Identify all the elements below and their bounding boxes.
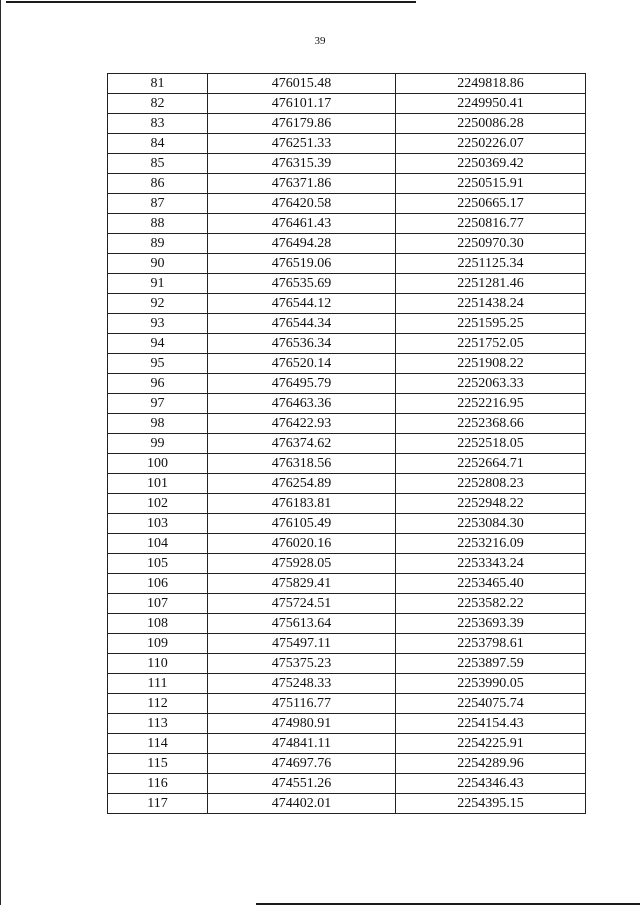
point-number-cell: 93 xyxy=(108,314,208,334)
point-number-cell: 86 xyxy=(108,174,208,194)
y-coordinate-cell: 2251438.24 xyxy=(396,294,586,314)
x-coordinate-cell: 476371.86 xyxy=(208,174,396,194)
table-row xyxy=(108,474,586,494)
x-coordinate-cell: 475829.41 xyxy=(208,574,396,594)
table-row xyxy=(108,454,586,474)
x-coordinate-cell: 476179.86 xyxy=(208,114,396,134)
y-coordinate-cell: 2253582.22 xyxy=(396,594,586,614)
table-row xyxy=(108,354,586,374)
y-coordinate-cell: 2253990.05 xyxy=(396,674,586,694)
point-number-cell: 90 xyxy=(108,254,208,274)
y-coordinate-cell: 2251908.22 xyxy=(396,354,586,374)
x-coordinate-cell: 475248.33 xyxy=(208,674,396,694)
point-number-cell: 109 xyxy=(108,634,208,654)
y-coordinate-cell: 2250515.91 xyxy=(396,174,586,194)
x-coordinate-cell: 476105.49 xyxy=(208,514,396,534)
point-number-cell: 84 xyxy=(108,134,208,154)
page-number: 39 xyxy=(314,35,326,47)
x-coordinate-cell: 476251.33 xyxy=(208,134,396,154)
point-number-cell: 116 xyxy=(108,774,208,794)
y-coordinate-cell: 2252063.33 xyxy=(396,374,586,394)
point-number-cell: 94 xyxy=(108,334,208,354)
point-number-cell: 104 xyxy=(108,534,208,554)
point-number-cell: 98 xyxy=(108,414,208,434)
x-coordinate-cell: 476520.14 xyxy=(208,354,396,374)
y-coordinate-cell: 2252808.23 xyxy=(396,474,586,494)
point-number-cell: 91 xyxy=(108,274,208,294)
table-row xyxy=(108,734,586,754)
point-number-cell: 111 xyxy=(108,674,208,694)
x-coordinate-cell: 476374.62 xyxy=(208,434,396,454)
coordinates-table-body xyxy=(108,74,586,814)
x-coordinate-cell: 474841.11 xyxy=(208,734,396,754)
y-coordinate-cell: 2249818.86 xyxy=(396,74,586,94)
x-coordinate-cell: 475928.05 xyxy=(208,554,396,574)
x-coordinate-cell: 476315.39 xyxy=(208,154,396,174)
point-number-cell: 105 xyxy=(108,554,208,574)
y-coordinate-cell: 2252664.71 xyxy=(396,454,586,474)
table-row xyxy=(108,674,586,694)
point-number-cell: 83 xyxy=(108,114,208,134)
table-row xyxy=(108,334,586,354)
x-coordinate-cell: 476463.36 xyxy=(208,394,396,414)
point-number-cell: 95 xyxy=(108,354,208,374)
y-coordinate-cell: 2249950.41 xyxy=(396,94,586,114)
y-coordinate-cell: 2253216.09 xyxy=(396,534,586,554)
point-number-cell: 112 xyxy=(108,694,208,714)
y-coordinate-cell: 2250369.42 xyxy=(396,154,586,174)
table-row xyxy=(108,694,586,714)
y-coordinate-cell: 2254346.43 xyxy=(396,774,586,794)
x-coordinate-cell: 476536.34 xyxy=(208,334,396,354)
table-row xyxy=(108,634,586,654)
point-number-cell: 88 xyxy=(108,214,208,234)
point-number-cell: 107 xyxy=(108,594,208,614)
table-row xyxy=(108,234,586,254)
x-coordinate-cell: 475116.77 xyxy=(208,694,396,714)
point-number-cell: 100 xyxy=(108,454,208,474)
x-coordinate-cell: 474402.01 xyxy=(208,794,396,814)
x-coordinate-cell: 475497.11 xyxy=(208,634,396,654)
y-coordinate-cell: 2250816.77 xyxy=(396,214,586,234)
table-row xyxy=(108,174,586,194)
point-number-cell: 87 xyxy=(108,194,208,214)
table-row xyxy=(108,414,586,434)
x-coordinate-cell: 475375.23 xyxy=(208,654,396,674)
point-number-cell: 96 xyxy=(108,374,208,394)
x-coordinate-cell: 476254.89 xyxy=(208,474,396,494)
point-number-cell: 89 xyxy=(108,234,208,254)
table-row xyxy=(108,154,586,174)
table-row xyxy=(108,654,586,674)
x-coordinate-cell: 476183.81 xyxy=(208,494,396,514)
x-coordinate-cell: 476020.16 xyxy=(208,534,396,554)
point-number-cell: 85 xyxy=(108,154,208,174)
y-coordinate-cell: 2252368.66 xyxy=(396,414,586,434)
x-coordinate-cell: 475724.51 xyxy=(208,594,396,614)
point-number-cell: 81 xyxy=(108,74,208,94)
x-coordinate-cell: 474980.91 xyxy=(208,714,396,734)
table-row xyxy=(108,574,586,594)
scan-border-top xyxy=(6,1,416,3)
x-coordinate-cell: 476544.34 xyxy=(208,314,396,334)
point-number-cell: 114 xyxy=(108,734,208,754)
y-coordinate-cell: 2254154.43 xyxy=(396,714,586,734)
y-coordinate-cell: 2254225.91 xyxy=(396,734,586,754)
point-number-cell: 108 xyxy=(108,614,208,634)
point-number-cell: 102 xyxy=(108,494,208,514)
x-coordinate-cell: 476519.06 xyxy=(208,254,396,274)
point-number-cell: 103 xyxy=(108,514,208,534)
y-coordinate-cell: 2251752.05 xyxy=(396,334,586,354)
table-row xyxy=(108,534,586,554)
x-coordinate-cell: 476420.58 xyxy=(208,194,396,214)
y-coordinate-cell: 2250086.28 xyxy=(396,114,586,134)
table-row xyxy=(108,374,586,394)
table-row xyxy=(108,614,586,634)
x-coordinate-cell: 476535.69 xyxy=(208,274,396,294)
table-row xyxy=(108,74,586,94)
x-coordinate-cell: 474697.76 xyxy=(208,754,396,774)
table-row xyxy=(108,254,586,274)
y-coordinate-cell: 2252216.95 xyxy=(396,394,586,414)
y-coordinate-cell: 2253084.30 xyxy=(396,514,586,534)
y-coordinate-cell: 2251595.25 xyxy=(396,314,586,334)
y-coordinate-cell: 2251125.34 xyxy=(396,254,586,274)
y-coordinate-cell: 2250970.30 xyxy=(396,234,586,254)
y-coordinate-cell: 2250665.17 xyxy=(396,194,586,214)
table-row xyxy=(108,194,586,214)
point-number-cell: 113 xyxy=(108,714,208,734)
x-coordinate-cell: 474551.26 xyxy=(208,774,396,794)
y-coordinate-cell: 2253343.24 xyxy=(396,554,586,574)
point-number-cell: 97 xyxy=(108,394,208,414)
point-number-cell: 101 xyxy=(108,474,208,494)
y-coordinate-cell: 2252948.22 xyxy=(396,494,586,514)
table-row xyxy=(108,214,586,234)
point-number-cell: 99 xyxy=(108,434,208,454)
table-row xyxy=(108,394,586,414)
y-coordinate-cell: 2253693.39 xyxy=(396,614,586,634)
point-number-cell: 117 xyxy=(108,794,208,814)
table-row xyxy=(108,594,586,614)
table-row xyxy=(108,274,586,294)
table-row xyxy=(108,754,586,774)
point-number-cell: 110 xyxy=(108,654,208,674)
table-row xyxy=(108,434,586,454)
point-number-cell: 82 xyxy=(108,94,208,114)
y-coordinate-cell: 2254289.96 xyxy=(396,754,586,774)
y-coordinate-cell: 2250226.07 xyxy=(396,134,586,154)
y-coordinate-cell: 2253897.59 xyxy=(396,654,586,674)
table-row xyxy=(108,774,586,794)
table-row xyxy=(108,514,586,534)
x-coordinate-cell: 476461.43 xyxy=(208,214,396,234)
table-row xyxy=(108,714,586,734)
table-row xyxy=(108,134,586,154)
x-coordinate-cell: 476015.48 xyxy=(208,74,396,94)
point-number-cell: 115 xyxy=(108,754,208,774)
y-coordinate-cell: 2252518.05 xyxy=(396,434,586,454)
table-row xyxy=(108,294,586,314)
x-coordinate-cell: 476422.93 xyxy=(208,414,396,434)
table-row xyxy=(108,114,586,134)
y-coordinate-cell: 2253465.40 xyxy=(396,574,586,594)
coordinates-table xyxy=(107,73,586,814)
y-coordinate-cell: 2254395.15 xyxy=(396,794,586,814)
table-row xyxy=(108,794,586,814)
table-row xyxy=(108,494,586,514)
point-number-cell: 92 xyxy=(108,294,208,314)
point-number-cell: 106 xyxy=(108,574,208,594)
x-coordinate-cell: 476495.79 xyxy=(208,374,396,394)
y-coordinate-cell: 2251281.46 xyxy=(396,274,586,294)
x-coordinate-cell: 476318.56 xyxy=(208,454,396,474)
y-coordinate-cell: 2254075.74 xyxy=(396,694,586,714)
table-row xyxy=(108,554,586,574)
x-coordinate-cell: 475613.64 xyxy=(208,614,396,634)
y-coordinate-cell: 2253798.61 xyxy=(396,634,586,654)
x-coordinate-cell: 476494.28 xyxy=(208,234,396,254)
table-row xyxy=(108,314,586,334)
x-coordinate-cell: 476544.12 xyxy=(208,294,396,314)
x-coordinate-cell: 476101.17 xyxy=(208,94,396,114)
table-row xyxy=(108,94,586,114)
scan-border-left xyxy=(0,0,1,905)
